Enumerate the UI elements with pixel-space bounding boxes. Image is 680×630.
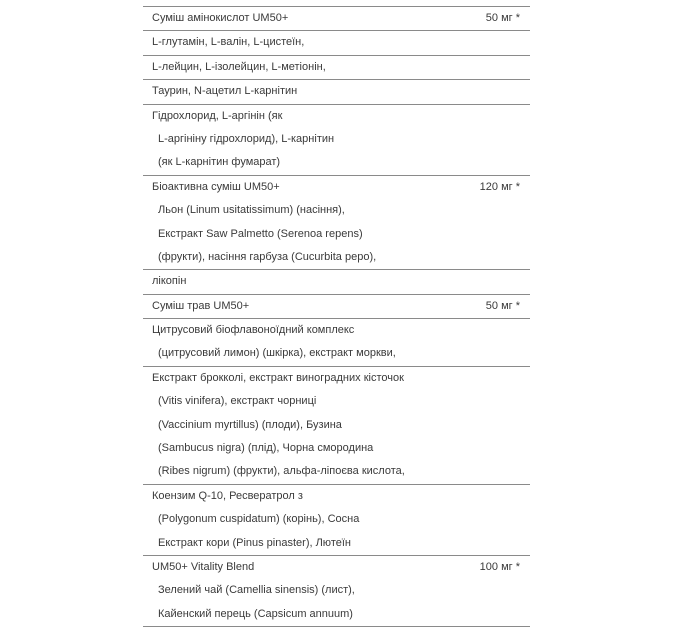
- ingredient-line: [143, 556, 530, 579]
- ingredient-text: Екстракт кори (Pinus pinaster), Лютеїн: [158, 536, 351, 549]
- ingredient-text: Цитрусовий біофлавоноїдний комплекс: [152, 324, 355, 337]
- ingredient-group: [143, 319, 530, 367]
- ingredient-text: (цитрусовий лимон) (шкірка), екстракт моркви,: [158, 347, 396, 360]
- ingredient-line: [143, 532, 530, 555]
- ingredient-amount: 120 мг *: [479, 180, 520, 193]
- ingredient-line: [143, 342, 530, 365]
- ingredient-line: [143, 367, 530, 390]
- ingredient-text: UM50+ Vitality Blend: [152, 560, 255, 573]
- ingredient-line: [143, 199, 530, 222]
- ingredient-text: Екстракт Saw Palmetto (Serenoa repens): [158, 227, 363, 240]
- ingredient-text: Гідрохлорид, L-аргінін (як: [152, 109, 283, 122]
- ingredient-group: [143, 556, 530, 627]
- ingredient-line: [143, 223, 530, 246]
- ingredient-text: Суміш амінокислот UM50+: [152, 12, 289, 24]
- ingredient-line: [143, 295, 530, 318]
- ingredient-line: [143, 31, 530, 54]
- ingredient-line: [143, 437, 530, 460]
- ingredient-text: L-аргініну гідрохлорид), L-карнітин: [158, 132, 335, 145]
- ingredient-group: [143, 105, 530, 176]
- ingredient-text: (Vaccinium myrtillus) (плоди), Бузина: [158, 418, 342, 431]
- ingredient-text: Зелений чай (Camellia sinensis) (лист),: [158, 584, 355, 597]
- ingredients-table: [143, 6, 530, 627]
- ingredient-group: [143, 56, 530, 80]
- ingredient-line: [143, 80, 530, 103]
- ingredient-amount: 100 мг *: [479, 560, 520, 573]
- ingredient-group: [143, 485, 530, 556]
- ingredient-line: [143, 7, 530, 30]
- ingredient-line: [143, 390, 530, 413]
- ingredient-group: [143, 367, 530, 485]
- ingredient-line: [143, 508, 530, 531]
- ingredient-text: (фрукти), насіння гарбуза (Cucurbita pepo),: [158, 250, 377, 263]
- ingredient-group: [143, 7, 530, 31]
- ingredient-text: Кайенский перець (Capsicum annuum): [158, 607, 353, 620]
- ingredient-text: Льон (Linum usitatissimum) (насіння),: [158, 204, 345, 217]
- ingredient-text: Біоактивна суміш UM50+: [152, 180, 280, 193]
- ingredient-line: [143, 56, 530, 79]
- ingredient-text: (Vitis vinifera), екстракт чорниці: [158, 395, 317, 408]
- ingredient-line: [143, 246, 530, 269]
- ingredient-line: [143, 579, 530, 602]
- ingredient-line: [143, 414, 530, 437]
- ingredient-line: [143, 460, 530, 483]
- ingredient-line: [143, 151, 530, 174]
- ingredient-text: (Ribes nigrum) (фрукти), альфа-ліпоєва кислота,: [158, 465, 405, 478]
- ingredient-line: [143, 105, 530, 128]
- ingredient-line: [143, 176, 530, 199]
- ingredient-text: L-глутамін, L-валін, L-цистеїн,: [152, 36, 305, 49]
- ingredient-line: [143, 319, 530, 342]
- ingredient-group: [143, 80, 530, 104]
- ingredient-line: [143, 128, 530, 151]
- ingredient-text: (як L-карнітин фумарат): [158, 156, 281, 169]
- ingredient-text: Коензим Q-10, Ресвератрол з: [152, 489, 303, 502]
- ingredient-group: [143, 270, 530, 294]
- ingredient-group: [143, 295, 530, 319]
- ingredient-group: [143, 31, 530, 55]
- ingredient-text: Суміш трав UM50+: [152, 299, 250, 312]
- ingredient-text: (Sambucus nigra) (плід), Чорна смородина: [158, 442, 374, 455]
- ingredient-text: L-лейцин, L-ізолейцин, L-метіонін,: [152, 60, 326, 73]
- ingredient-line: [143, 270, 530, 293]
- ingredient-group: [143, 176, 530, 271]
- ingredient-line: [143, 603, 530, 626]
- ingredient-text: (Polygonum cuspidatum) (корінь), Сосна: [158, 513, 360, 526]
- ingredient-line: [143, 485, 530, 508]
- ingredient-text: Таурин, N-ацетил L-карнітин: [152, 85, 298, 98]
- ingredient-text: лікопін: [152, 275, 187, 288]
- ingredient-amount: 50 мг *: [485, 299, 520, 312]
- ingredient-amount: 50 мг *: [485, 12, 520, 24]
- ingredient-text: Екстракт брокколі, екстракт виноградних кісточок: [152, 371, 404, 384]
